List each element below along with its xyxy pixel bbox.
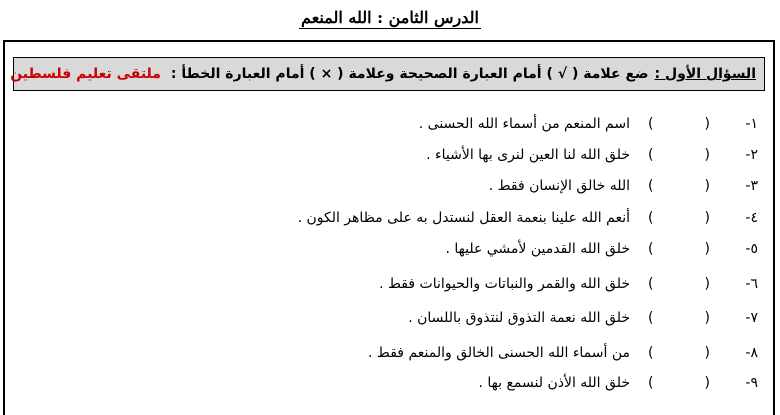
question-bar (10, 57, 765, 91)
list-item (38, 237, 758, 261)
close-paren: ) (648, 241, 654, 257)
close-paren: ) (648, 310, 654, 326)
open-paren: ( (704, 210, 710, 226)
list-item (38, 306, 758, 330)
item-text: خلق الله والقمر والنباتات والحيوانات فقط . (379, 276, 630, 292)
item-number: ٩- (745, 375, 758, 391)
close-paren: ) (648, 116, 654, 132)
open-paren: ( (704, 178, 710, 194)
lesson-title (0, 8, 780, 27)
close-paren: ) (648, 147, 654, 163)
answer-parentheses[interactable] (644, 241, 714, 257)
answer-parentheses[interactable] (644, 276, 714, 292)
open-paren: ( (704, 276, 710, 292)
question-instruction: ضع علامة ( √ ) أمام العبارة الصحيحة وعلامة ( × ) أمام العبارة الخطأ : (170, 66, 649, 82)
item-number: ٥- (745, 241, 758, 257)
item-text: خلق الله القدمين لأمشي عليها . (445, 241, 630, 257)
question-label: السؤال الأول : (654, 66, 756, 82)
close-paren: ) (648, 276, 654, 292)
answer-parentheses[interactable] (644, 178, 714, 194)
item-text: خلق الله الأذن لنسمع بها . (478, 375, 630, 391)
lesson-title-text: الدرس الثامن : الله المنعم (301, 8, 479, 27)
item-number: ٦- (745, 276, 758, 292)
item-text: من أسماء الله الحسنى الخالق والمنعم فقط . (368, 345, 630, 361)
answer-parentheses[interactable] (644, 116, 714, 132)
list-item (38, 371, 758, 395)
item-text: خلق الله لنا العين لنرى بها الأشياء . (426, 147, 630, 163)
item-number: ٧- (745, 310, 758, 326)
close-paren: ) (648, 178, 654, 194)
site-name: ملتقى تعليم فلسطين (10, 66, 161, 82)
item-text: أنعم الله علينا بنعمة العقل لنستدل به على مظاهر الكون . (297, 210, 630, 226)
open-paren: ( (704, 375, 710, 391)
open-paren: ( (704, 310, 710, 326)
open-paren: ( (704, 241, 710, 257)
answer-parentheses[interactable] (644, 375, 714, 391)
open-paren: ( (704, 116, 710, 132)
item-text: الله خالق الإنسان فقط . (488, 178, 630, 194)
open-paren: ( (704, 147, 710, 163)
answer-parentheses[interactable] (644, 147, 714, 163)
list-item (38, 206, 758, 230)
close-paren: ) (648, 345, 654, 361)
list-item (38, 341, 758, 365)
list-item (38, 272, 758, 296)
close-paren: ) (648, 375, 654, 391)
answer-parentheses[interactable] (644, 310, 714, 326)
item-text: اسم المنعم من أسماء الله الحسنى . (418, 116, 630, 132)
item-number: ٣- (745, 178, 758, 194)
item-number: ١- (745, 116, 758, 132)
item-number: ٢- (745, 147, 758, 163)
close-paren: ) (648, 210, 654, 226)
list-item (38, 143, 758, 167)
open-paren: ( (704, 345, 710, 361)
answer-parentheses[interactable] (644, 345, 714, 361)
list-item (38, 174, 758, 198)
answer-parentheses[interactable] (644, 210, 714, 226)
item-number: ٨- (745, 345, 758, 361)
item-number: ٤- (745, 210, 758, 226)
list-item (38, 112, 758, 136)
item-text: خلق الله نعمة التذوق لنتذوق باللسان . (408, 310, 630, 326)
